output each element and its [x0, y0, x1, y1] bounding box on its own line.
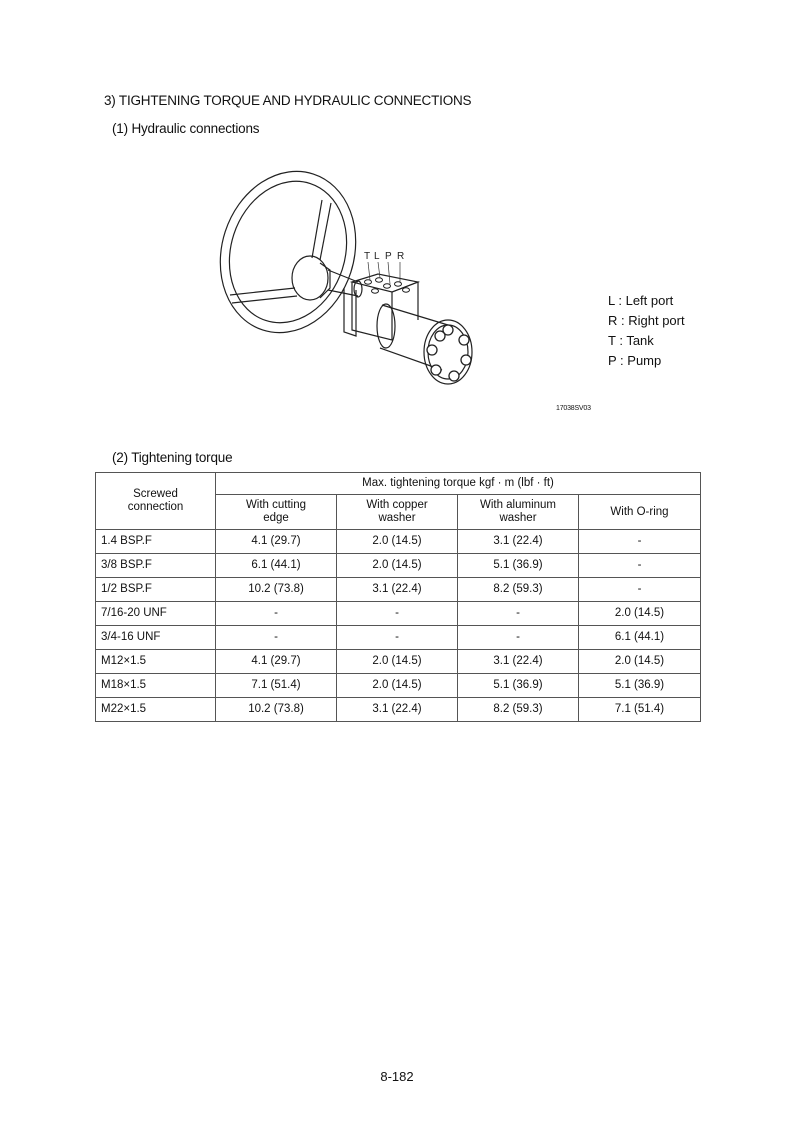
table-cell: 7.1 (51.4)	[216, 674, 337, 698]
table-cell: -	[579, 578, 701, 602]
tightening-torque-table	[95, 472, 701, 722]
legend-item-pump: P : Pump	[608, 353, 662, 368]
legend-item-left-port: L : Left port	[608, 293, 674, 308]
table-cell: 6.1 (44.1)	[216, 554, 337, 578]
table-cell: 3.1 (22.4)	[458, 650, 579, 674]
header-with-aluminum-washer: With aluminum washer	[458, 495, 579, 530]
header-with-o-ring: With O-ring	[579, 495, 701, 530]
table-cell: -	[579, 530, 701, 554]
table-cell: -	[579, 554, 701, 578]
table-row	[96, 602, 701, 626]
header-with-cutting-edge: With cutting edge	[216, 495, 337, 530]
table-row-label: 1.4 BSP.F	[96, 530, 216, 554]
port-label-p: P	[385, 251, 392, 262]
table-cell: -	[337, 626, 458, 650]
table-cell: 4.1 (29.7)	[216, 650, 337, 674]
table-cell: -	[337, 602, 458, 626]
table-cell: 3.1 (22.4)	[337, 698, 458, 722]
header-screwed-connection: Screwed connection	[96, 473, 216, 530]
steering-unit-illustration	[210, 170, 510, 400]
table-row	[96, 578, 701, 602]
table-body	[96, 530, 701, 722]
table-row-label: M22×1.5	[96, 698, 216, 722]
table-cell: -	[216, 602, 337, 626]
table-cell: 8.2 (59.3)	[458, 698, 579, 722]
table-cell: 6.1 (44.1)	[579, 626, 701, 650]
legend-item-tank: T : Tank	[608, 333, 654, 348]
table-row	[96, 530, 701, 554]
table-row-label: 3/8 BSP.F	[96, 554, 216, 578]
table-cell: 5.1 (36.9)	[579, 674, 701, 698]
port-label-l: L	[374, 251, 380, 262]
table-cell: -	[458, 626, 579, 650]
subsection-tightening-torque-title: (2) Tightening torque	[112, 450, 233, 465]
table-row	[96, 698, 701, 722]
table-cell: 4.1 (29.7)	[216, 530, 337, 554]
table-cell: 5.1 (36.9)	[458, 674, 579, 698]
table-row-label: 3/4-16 UNF	[96, 626, 216, 650]
table-cell: 8.2 (59.3)	[458, 578, 579, 602]
table-row-label: M18×1.5	[96, 674, 216, 698]
table-cell: 2.0 (14.5)	[337, 674, 458, 698]
table-cell: 10.2 (73.8)	[216, 578, 337, 602]
table-row	[96, 626, 701, 650]
table-cell: 2.0 (14.5)	[579, 602, 701, 626]
table-cell: -	[216, 626, 337, 650]
table-cell: 2.0 (14.5)	[337, 650, 458, 674]
port-label-t: T	[364, 251, 371, 262]
subsection-hydraulic-connections-title: (1) Hydraulic connections	[112, 121, 260, 136]
figure-id: 17038SV03	[556, 405, 591, 412]
table-row	[96, 674, 701, 698]
table-row-label: M12×1.5	[96, 650, 216, 674]
table-cell: 2.0 (14.5)	[579, 650, 701, 674]
table-cell: 10.2 (73.8)	[216, 698, 337, 722]
table-cell: 2.0 (14.5)	[337, 530, 458, 554]
table-cell: 2.0 (14.5)	[337, 554, 458, 578]
table-row	[96, 650, 701, 674]
header-max-tightening-torque: Max. tightening torque kgf · m (lbf · ft)	[216, 473, 701, 495]
port-label-r: R	[397, 251, 405, 262]
table-cell: -	[458, 602, 579, 626]
page-number: 8-182	[380, 1069, 414, 1084]
table-row-label: 1/2 BSP.F	[96, 578, 216, 602]
table-row	[96, 554, 701, 578]
table-cell: 7.1 (51.4)	[579, 698, 701, 722]
port-legend	[608, 291, 685, 371]
table-cell: 5.1 (36.9)	[458, 554, 579, 578]
table-cell: 3.1 (22.4)	[337, 578, 458, 602]
legend-item-right-port: R : Right port	[608, 313, 685, 328]
header-with-copper-washer: With copper washer	[337, 495, 458, 530]
table-cell: 3.1 (22.4)	[458, 530, 579, 554]
section-title: 3) TIGHTENING TORQUE AND HYDRAULIC CONNECTIONS	[104, 93, 472, 108]
table-row-label: 7/16-20 UNF	[96, 602, 216, 626]
